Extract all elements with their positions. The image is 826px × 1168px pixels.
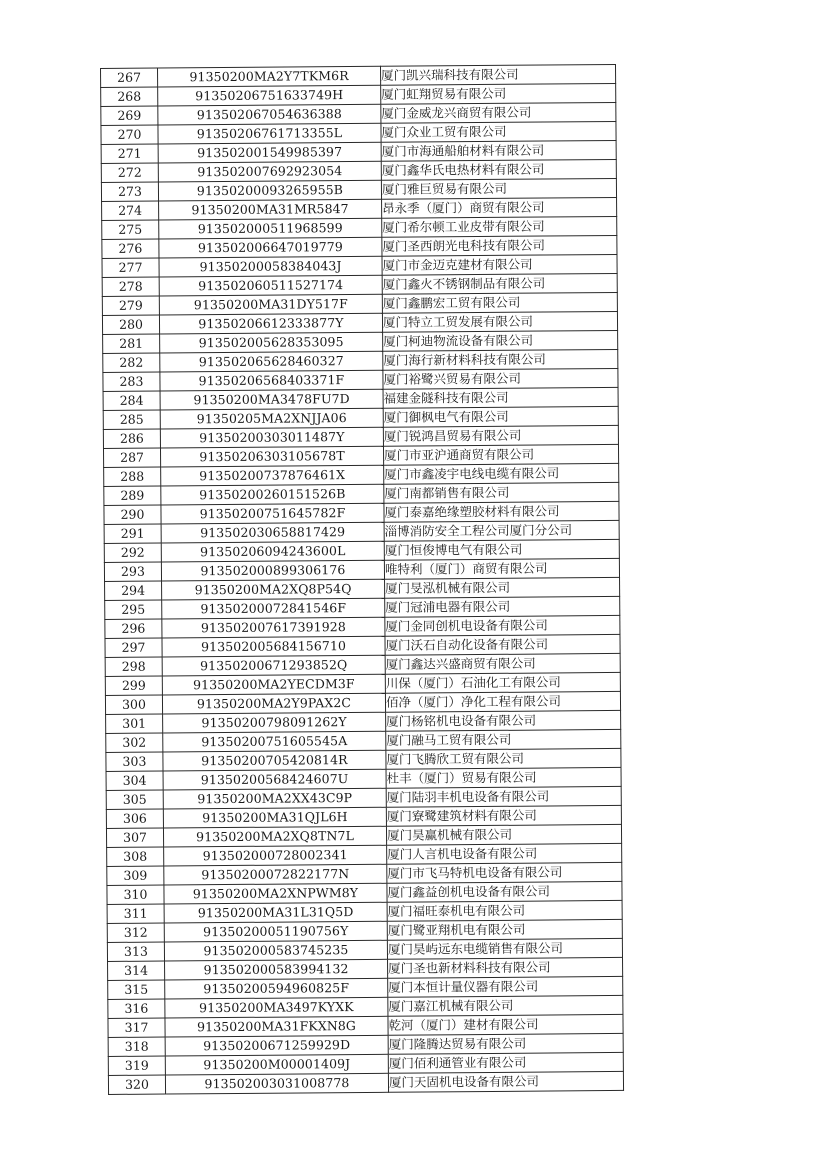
row-number: 284 xyxy=(103,391,160,410)
company-name: 淄博消防安全工程公司厦门分公司 xyxy=(384,520,619,541)
company-name: 厦门昊赢机械有限公司 xyxy=(386,824,621,845)
row-number: 296 xyxy=(105,619,162,638)
row-number: 272 xyxy=(101,163,158,182)
row-number: 292 xyxy=(104,543,161,562)
row-number: 269 xyxy=(101,106,158,125)
company-name: 厦门锐鸿昌贸易有限公司 xyxy=(383,425,618,446)
row-number: 283 xyxy=(103,372,160,391)
company-name: 厦门旻泓机械有限公司 xyxy=(385,577,620,598)
table-row xyxy=(108,1071,623,1094)
row-number: 290 xyxy=(104,505,161,524)
credit-code: 91350200594960825F xyxy=(165,978,388,999)
credit-code: 91350200072822177N xyxy=(164,864,387,885)
row-number: 273 xyxy=(101,182,158,201)
company-name: 厦门海行新材料科技有限公司 xyxy=(383,349,618,370)
credit-code: 91350200737876461X xyxy=(161,465,384,486)
company-name: 厦门雅巨贸易有限公司 xyxy=(381,178,616,199)
company-name: 杜丰（厦门）贸易有限公司 xyxy=(386,767,621,788)
company-name: 厦门裕鹭兴贸易有限公司 xyxy=(383,368,618,389)
row-number: 313 xyxy=(107,942,164,961)
credit-code: 913502000899306176 xyxy=(161,560,384,581)
row-number: 295 xyxy=(105,600,162,619)
credit-code: 913502000583994132 xyxy=(165,959,388,980)
row-number: 294 xyxy=(105,581,162,600)
row-number: 307 xyxy=(106,828,163,847)
row-number: 319 xyxy=(108,1056,165,1075)
row-number: 282 xyxy=(103,353,160,372)
credit-code: 913502067054636388 xyxy=(158,104,381,125)
credit-code: 9135020​5MA2XNJJA06 xyxy=(160,408,383,429)
row-number: 317 xyxy=(108,1018,165,1037)
company-name: 厦门凯兴瑞科技有限公司 xyxy=(380,64,615,85)
row-number: 289 xyxy=(104,486,161,505)
credit-code: 913502060511527174 xyxy=(159,275,382,296)
row-number: 271 xyxy=(101,144,158,163)
company-name: 厦门圣西朗光电科技有限公司 xyxy=(382,235,617,256)
credit-code: 913502007692923054 xyxy=(158,161,381,182)
row-number: 267 xyxy=(101,68,158,87)
credit-code: 91350200MA3497KYXK xyxy=(165,997,388,1018)
company-name: 厦门圣也新材料科技有限公司 xyxy=(388,957,623,978)
row-number: 300 xyxy=(105,695,162,714)
company-name: 厦门鑫鹏宏工贸有限公司 xyxy=(382,292,617,313)
credit-code: 913502000511968599 xyxy=(159,218,382,239)
company-name: 厦门泰嘉绝缘塑胶材料有限公司 xyxy=(384,501,619,522)
credit-code: 91350200M00001409J xyxy=(165,1054,388,1075)
row-number: 270 xyxy=(101,125,158,144)
credit-code: 91350206303105678T xyxy=(160,446,383,467)
row-number: 301 xyxy=(106,714,163,733)
company-name: 厦门佰利通管业有限公司 xyxy=(388,1052,623,1073)
row-number: 276 xyxy=(102,239,159,258)
company-name: 厦门嘉江机械有限公司 xyxy=(388,995,623,1016)
credit-code: 91350200MA31FKXN8G xyxy=(165,1016,388,1037)
company-name: 厦门希尔顿工业皮带有限公司 xyxy=(382,216,617,237)
company-name: 乾河（厦门）建材有限公司 xyxy=(388,1014,623,1035)
row-number: 308 xyxy=(107,847,164,866)
company-name: 厦门隆腾达贸易有限公司 xyxy=(388,1033,623,1054)
row-number: 311 xyxy=(107,904,164,923)
company-name: 厦门柯迪物流设备有限公司 xyxy=(383,330,618,351)
credit-code: 91350200MA31L31Q5D xyxy=(164,902,387,923)
row-number: 302 xyxy=(106,733,163,752)
row-number: 288 xyxy=(104,467,161,486)
credit-code: 91350200751605545A xyxy=(163,731,386,752)
company-name: 厦门市金迈克建材有限公司 xyxy=(382,254,617,275)
company-name: 厦门鑫火不锈钢制品有限公司 xyxy=(382,273,617,294)
credit-code: 91350200671293852Q xyxy=(162,655,385,676)
credit-code: 913502005628353095 xyxy=(160,332,383,353)
row-number: 316 xyxy=(108,999,165,1018)
company-name: 厦门鹭亚翔机电有限公司 xyxy=(387,919,622,940)
credit-code: 91350200MA31QJL6H xyxy=(163,807,386,828)
company-name: 厦门恒俊博电气有限公司 xyxy=(384,539,619,560)
row-number: 277 xyxy=(102,258,159,277)
company-name: 厦门市飞马特机电设备有限公司 xyxy=(387,862,622,883)
company-name: 厦门市亚沪通商贸有限公司 xyxy=(383,444,618,465)
credit-code: 91350200051190756Y xyxy=(164,921,387,942)
company-name: 厦门虹翔贸易有限公司 xyxy=(381,83,616,104)
row-number: 309 xyxy=(107,866,164,885)
row-number: 315 xyxy=(108,980,165,999)
company-name: 川保（厦门）石油化工有限公司 xyxy=(385,672,620,693)
company-name: 厦门寮鹭建筑材料有限公司 xyxy=(386,805,621,826)
table-body xyxy=(101,64,624,1094)
row-number: 268 xyxy=(101,87,158,106)
row-number: 278 xyxy=(102,277,159,296)
row-number: 293 xyxy=(104,562,161,581)
row-number: 310 xyxy=(107,885,164,904)
row-number: 303 xyxy=(106,752,163,771)
credit-code: 91350200MA2YECDM3F xyxy=(162,674,385,695)
company-name: 厦门人言机电设备有限公司 xyxy=(387,843,622,864)
credit-code: 913502005684156710 xyxy=(162,636,385,657)
row-number: 280 xyxy=(102,315,159,334)
row-number: 318 xyxy=(108,1037,165,1056)
row-number: 275 xyxy=(102,220,159,239)
company-name: 厦门市海通船舶材料有限公司 xyxy=(381,140,616,161)
company-name: 厦门特立工贸发展有限公司 xyxy=(382,311,617,332)
company-name: 厦门杨铭机电设备有限公司 xyxy=(386,710,621,731)
company-name: 唯特利（厦门）商贸有限公司 xyxy=(384,558,619,579)
credit-code: 91350200MA2XX43C9P xyxy=(163,788,386,809)
company-name: 厦门鑫华氏电热材料有限公司 xyxy=(381,159,616,180)
row-number: 279 xyxy=(102,296,159,315)
credit-code: 91350206094243600L xyxy=(161,541,384,562)
company-name: 厦门鑫益创机电设备有限公司 xyxy=(387,881,622,902)
company-name: 厦门昊屿远东电缆销售有限公司 xyxy=(387,938,622,959)
credit-code: 913502003031008778 xyxy=(165,1073,388,1094)
credit-code: 913502001549985397 xyxy=(158,142,381,163)
credit-code: 91350200MA2XQ8TN7L xyxy=(163,826,386,847)
credit-code: 91350200260151526B xyxy=(161,484,384,505)
row-number: 285 xyxy=(103,410,160,429)
row-number: 297 xyxy=(105,638,162,657)
company-name: 厦门南都销售有限公司 xyxy=(384,482,619,503)
credit-code: 913502000583745235 xyxy=(164,940,387,961)
credit-code: 913502030658817429 xyxy=(161,522,384,543)
row-number: 286 xyxy=(103,429,160,448)
company-name: 厦门众业工贸有限公司 xyxy=(381,121,616,142)
row-number: 320 xyxy=(108,1075,165,1094)
company-name: 厦门飞腾欣工贸有限公司 xyxy=(386,748,621,769)
company-name: 厦门沃石自动化设备有限公司 xyxy=(385,634,620,655)
company-name: 福建金隧科技有限公司 xyxy=(383,387,618,408)
company-name: 厦门天固机电设备有限公司 xyxy=(388,1071,623,1092)
row-number: 304 xyxy=(106,771,163,790)
credit-code: 91350200093265955B xyxy=(158,180,381,201)
row-number: 298 xyxy=(105,657,162,676)
credit-code: 91350200MA2Y9PAX2C xyxy=(162,693,385,714)
row-number: 306 xyxy=(106,809,163,828)
credit-code: 91350200751645782F xyxy=(161,503,384,524)
company-name: 厦门御枫电气有限公司 xyxy=(383,406,618,427)
credit-code: 91350206612333877Y xyxy=(159,313,382,334)
row-number: 291 xyxy=(104,524,161,543)
company-name: 厦门融马工贸有限公司 xyxy=(386,729,621,750)
company-registry-table xyxy=(100,64,624,1095)
credit-code: 91350200MA3478FU7D xyxy=(160,389,383,410)
company-name: 厦门本恒计量仪器有限公司 xyxy=(388,976,623,997)
row-number: 314 xyxy=(108,961,165,980)
credit-code: 91350200303011487Y xyxy=(160,427,383,448)
credit-code: 913502065628460327 xyxy=(160,351,383,372)
credit-code: 91350206568403371F xyxy=(160,370,383,391)
company-name: 佰净（厦门）净化工程有限公司 xyxy=(385,691,620,712)
row-number: 312 xyxy=(107,923,164,942)
company-name: 厦门福旺泰机电有限公司 xyxy=(387,900,622,921)
row-number: 305 xyxy=(106,790,163,809)
credit-code: 91350200MA31DY517F xyxy=(159,294,382,315)
company-name: 厦门市鑫凌宇电线电缆有限公司 xyxy=(384,463,619,484)
company-name: 厦门陆羽丰机电设备有限公司 xyxy=(386,786,621,807)
row-number: 274 xyxy=(102,201,159,220)
credit-code: 913502007617391928 xyxy=(162,617,385,638)
credit-code: 91350206761713355L xyxy=(158,123,381,144)
credit-code: 91350200058384043J xyxy=(159,256,382,277)
company-name: 厦门冠浦电器有限公司 xyxy=(385,596,620,617)
credit-code: 913502000728002341 xyxy=(164,845,387,866)
credit-code: 913502067516337​49H xyxy=(158,85,381,106)
row-number: 299 xyxy=(105,676,162,695)
credit-code: 91350200MA31MR5847 xyxy=(159,199,382,220)
company-name: 厦门金威龙兴商贸有限公司 xyxy=(381,102,616,123)
credit-code: 91350200798091262Y xyxy=(163,712,386,733)
credit-code: 91350200671259929D xyxy=(165,1035,388,1056)
credit-code: 91350200MA2Y7TKM6R xyxy=(158,66,381,87)
row-number: 281 xyxy=(103,334,160,353)
credit-code: 913502006647019779 xyxy=(159,237,382,258)
company-name: 厦门金同创机电设备有限公司 xyxy=(385,615,620,636)
credit-code: 91350200568424607U xyxy=(163,769,386,790)
credit-code: 91350200MA2XQ8P54Q xyxy=(162,579,385,600)
credit-code: 91350200MA2XNPWM8Y xyxy=(164,883,387,904)
company-name: 昂永季（厦门）商贸有限公司 xyxy=(382,197,617,218)
credit-code: 91350200072841546F xyxy=(162,598,385,619)
row-number: 287 xyxy=(103,448,160,467)
credit-code: 91350200705420814R xyxy=(163,750,386,771)
company-name: 厦门鑫达兴盛商贸有限公司 xyxy=(385,653,620,674)
